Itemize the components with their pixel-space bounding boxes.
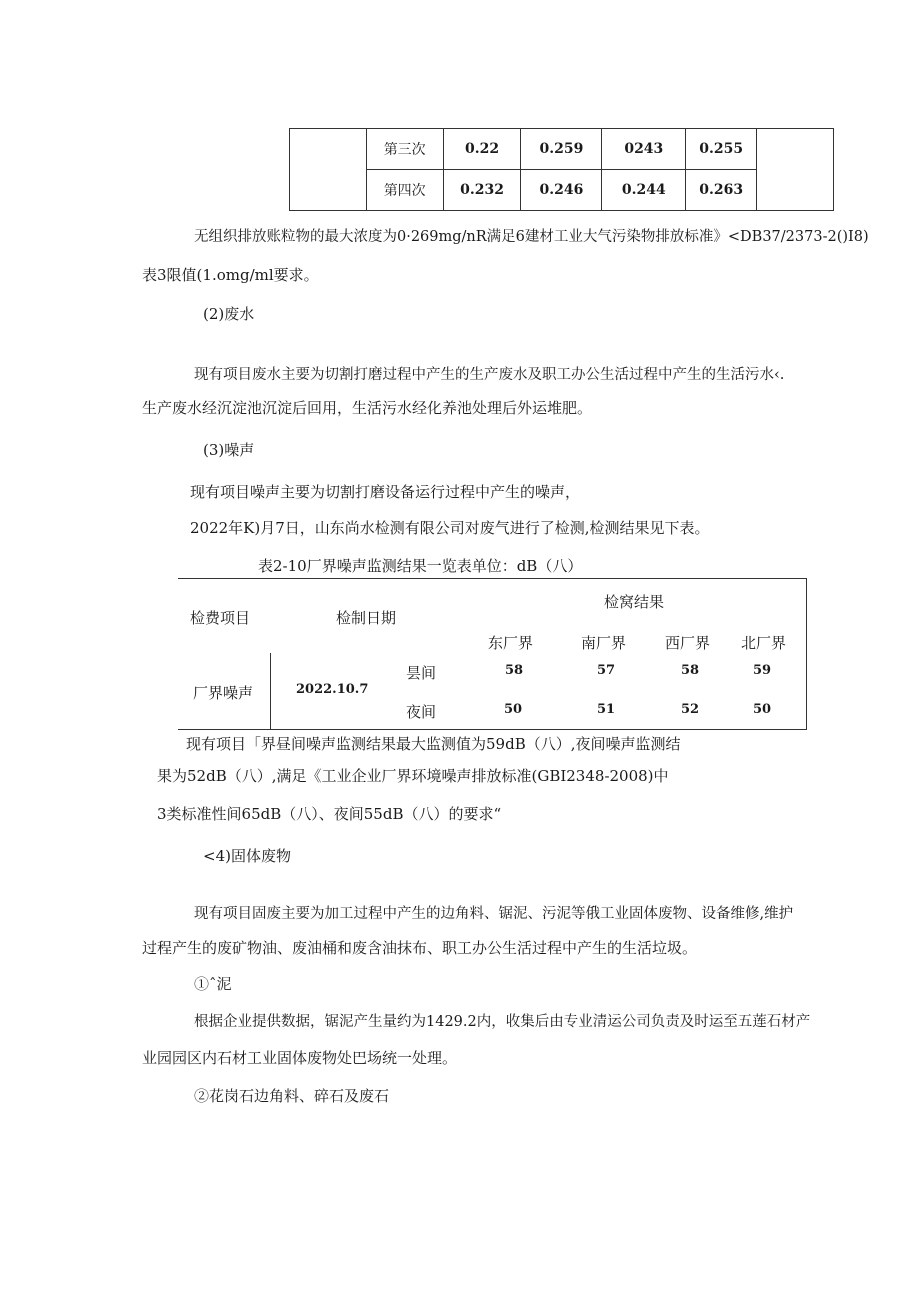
value-cell: 51 <box>597 702 616 717</box>
value-cell: 0243 <box>602 129 686 170</box>
value-cell: 0.263 <box>686 170 757 211</box>
paragraph-line: 现有项目废水主要为切割打磨过程中产生的生产废水及职工办公生活过程中产生的生活污水‹. <box>194 367 785 383</box>
value-cell: 0.22 <box>443 129 521 170</box>
paragraph-line: 现有项目噪声主要为切割打磨设备运行过程中产生的噪声， <box>190 483 581 501</box>
table-caption: 表2-10厂界噪声监测结果一览表单位：dB（八） <box>258 557 583 575</box>
table-rule <box>806 578 807 729</box>
paragraph-line: 现有项目「界昼间噪声监测结果最大监测值为59dB（八）,夜间噪声监测结 <box>186 735 681 753</box>
row-label: 第四次 <box>366 170 443 211</box>
value-cell: 0.255 <box>686 129 757 170</box>
paragraph-line: 现有项目固废主要为加工过程中产生的边角料、锯泥、污泥等俄工业固体废物、设备维修,维护 <box>194 906 794 922</box>
value-cell: 0.246 <box>521 170 602 211</box>
value-cell: 0.232 <box>443 170 521 211</box>
table-rule <box>178 729 807 730</box>
table-rule <box>178 578 807 579</box>
value-cell: 57 <box>597 663 616 678</box>
paragraph-line: 2022年K)月7日，山东尚水检测有限公司对废气进行了检测,检测结果见下表。 <box>190 519 710 537</box>
blank-cell <box>290 129 367 211</box>
value-cell: 50 <box>753 702 772 717</box>
value-cell: 52 <box>681 702 700 717</box>
particulate-table <box>289 128 834 211</box>
paragraph-line: 根据企业提供数据，锯泥产生量约为1429.2内，收集后由专业清运公司负责及时运至五莲石材产 <box>194 1014 811 1030</box>
period-night: 夜间 <box>406 703 437 721</box>
header-item: 检费项目 <box>190 609 251 627</box>
paragraph-line: 表3限值(1.omg/ml要求。 <box>142 266 319 284</box>
paragraph-line: 过程产生的废矿物油、废油桶和废含油抹布、职工办公生活过程中产生的生活垃圾。 <box>142 939 698 957</box>
blank-cell <box>757 129 834 211</box>
table-rule <box>270 653 271 729</box>
value-cell: 59 <box>753 663 772 678</box>
item-label: 厂界噪声 <box>193 684 254 702</box>
column-west: 西厂界 <box>665 634 711 652</box>
paragraph-line: 3类标准性间65dB（八）、夜间55dB（八）的要求“ <box>157 805 502 823</box>
table-row <box>290 170 834 211</box>
value-cell: 58 <box>505 663 524 678</box>
value-cell: 50 <box>504 702 523 717</box>
section-heading: <4)固体废物 <box>203 847 291 865</box>
column-east: 东厂界 <box>488 634 534 652</box>
table-row <box>290 129 834 170</box>
value-cell: 0.244 <box>602 170 686 211</box>
value-cell: 0.259 <box>521 129 602 170</box>
subheading: ②花岗石边角料、碎石及废石 <box>194 1087 390 1105</box>
section-heading: (3)噪声 <box>203 441 255 459</box>
value-cell: 58 <box>681 663 700 678</box>
subheading: ①ˆ泥 <box>194 975 232 993</box>
date-value: 2022.10.7 <box>296 682 369 697</box>
section-heading: (2)废水 <box>203 305 255 323</box>
paragraph-line: 生产废水经沉淀池沉淀后回用，生活污水经化养池处理后外运堆肥。 <box>142 399 593 417</box>
header-result: 检窝结果 <box>604 593 665 611</box>
header-date: 检制日期 <box>336 609 397 627</box>
paragraph-line: 无组织排放账粒物的最大浓度为0·269mg/nR满足6建材工业大气污染物排放标准》<DB37/2373-2()I8) <box>194 229 869 245</box>
column-north: 北厂界 <box>741 634 787 652</box>
column-south: 南厂界 <box>581 634 627 652</box>
period-day: 昙间 <box>406 664 437 682</box>
paragraph-line: 果为52dB（八）,满足《工业企业厂界环境噪声排放标准(GBI2348-2008)中 <box>157 767 669 785</box>
row-label: 第三次 <box>366 129 443 170</box>
paragraph-line: 业园园区内石材工业固体废物处巴场统一处理。 <box>142 1049 458 1067</box>
